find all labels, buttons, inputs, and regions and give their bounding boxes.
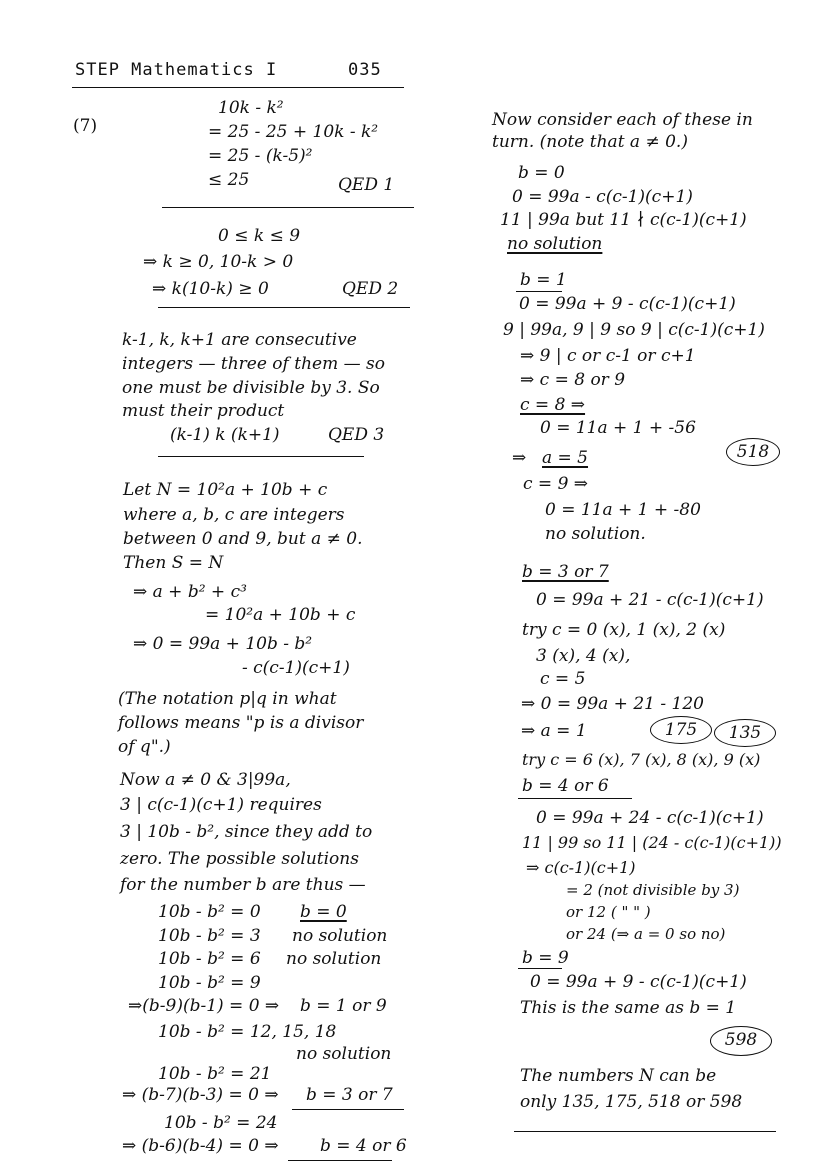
part4-line: (The notation p|q in what: [118, 689, 337, 709]
c9-line: no solution.: [545, 524, 646, 544]
page-title: STEP Mathematics I: [75, 60, 278, 80]
case-expr: 10b - b² = 6: [158, 949, 261, 969]
b1-line: 0 = 99a + 9 - c(c-1)(c+1): [519, 294, 736, 314]
c9-line: 0 = 11a + 1 + -80: [545, 500, 701, 520]
c8-heading: c = 8 ⇒: [520, 395, 586, 415]
section-rule: [162, 207, 414, 208]
case-heading: b = 9: [522, 948, 569, 968]
part2-line: ⇒ k ≥ 0, 10-k > 0: [143, 252, 294, 272]
case-expr: 10b - b² = 12, 15, 18: [158, 1022, 337, 1042]
b0-line: 0 = 99a - c(c-1)(c+1): [512, 187, 693, 207]
part1-line: 10k - k²: [218, 98, 284, 118]
b46-line: 0 = 99a + 24 - c(c-1)(c+1): [536, 808, 764, 828]
b1-line: 9 | 99a, 9 | 9 so 9 | c(c-1)(c+1): [503, 320, 765, 340]
page-code: 035: [348, 60, 382, 80]
part4-line: 3 | c(c-1)(c+1) requires: [120, 795, 322, 815]
part4-line: ⇒ a + b² + c³: [133, 582, 247, 602]
case-result: b = 3 or 7: [306, 1085, 393, 1105]
part3-line: k-1, k, k+1 are consecutive: [122, 330, 357, 350]
b1-line: ⇒ c = 8 or 9: [520, 370, 626, 390]
b37-line: c = 5: [540, 669, 586, 689]
question-number: (7): [73, 116, 98, 136]
case-implication: ⇒ (b-6)(b-4) = 0 ⇒: [122, 1136, 279, 1156]
case-expr: 10b - b² = 0: [158, 902, 261, 922]
b37-line: ⇒ 0 = 99a + 21 - 120: [521, 694, 704, 714]
answer-circle: 518: [726, 438, 780, 466]
part4-line: Then S = N: [123, 553, 224, 573]
b46-line: or 24 (⇒ a = 0 so no): [566, 925, 726, 943]
part4-line: Let N = 10²a + 10b + c: [123, 480, 328, 500]
qed-2: QED 2: [342, 279, 399, 299]
answer-circle: 175: [650, 716, 712, 744]
case-note: no solution: [296, 1044, 392, 1064]
part4-line: Now a ≠ 0 & 3|99a,: [120, 770, 291, 790]
b9-line: 0 = 99a + 9 - c(c-1)(c+1): [530, 972, 747, 992]
result-underline: [288, 1160, 392, 1161]
part4-line: 3 | 10b - b², since they add to: [120, 822, 373, 842]
b0-line: 11 | 99a but 11 ∤ c(c-1)(c+1): [500, 210, 747, 230]
result-underline: [292, 1109, 404, 1110]
part1-line: = 25 - (k-5)²: [208, 146, 313, 166]
section-rule: [158, 456, 364, 457]
c8-equation: 0 = 11a + 1 + -56: [540, 418, 696, 438]
heading-underline: [516, 291, 562, 292]
part1-line: ≤ 25: [208, 170, 250, 190]
b37-line: ⇒ a = 1: [521, 721, 587, 741]
case-implication: ⇒ (b-7)(b-3) = 0 ⇒: [122, 1085, 279, 1105]
final-rule: [514, 1131, 776, 1132]
b37-line: 3 (x), 4 (x),: [536, 646, 631, 666]
case-result: b = 1 or 9: [300, 996, 387, 1016]
case-heading: b = 4 or 6: [522, 776, 609, 796]
b46-line: = 2 (not divisible by 3): [566, 881, 740, 899]
part4-line: follows means "p is a divisor: [118, 713, 364, 733]
answer-circle: 135: [714, 719, 776, 747]
b9-line: This is the same as b = 1: [520, 998, 737, 1018]
b37-line: 0 = 99a + 21 - c(c-1)(c+1): [536, 590, 764, 610]
part4-line: for the number b are thus —: [120, 875, 366, 895]
part3-line: (k-1) k (k+1): [170, 425, 280, 445]
part1-line: = 25 - 25 + 10k - k²: [208, 122, 379, 142]
b1-line: ⇒ 9 | c or c-1 or c+1: [520, 346, 696, 366]
part4-line: = 10²a + 10b + c: [205, 605, 356, 625]
part2-line: 0 ≤ k ≤ 9: [218, 226, 301, 246]
part4-line: - c(c-1)(c+1): [242, 658, 350, 678]
a5-result: a = 5: [542, 448, 589, 468]
qed-3: QED 3: [328, 425, 385, 445]
b37-try: try c = 6 (x), 7 (x), 8 (x), 9 (x): [522, 750, 761, 769]
case-note: no solution: [286, 949, 382, 969]
part2-line: ⇒ k(10-k) ≥ 0: [152, 279, 269, 299]
c9-line: c = 9 ⇒: [523, 474, 589, 494]
part4-line: of q".): [118, 737, 171, 757]
b46-line: or 12 ( " " ): [566, 903, 651, 921]
b0-conclusion: no solution: [507, 234, 603, 254]
part4-line: zero. The possible solutions: [120, 849, 359, 869]
answer-circle: 598: [710, 1026, 772, 1056]
b46-line: 11 | 99 so 11 | (24 - c(c-1)(c+1)): [522, 833, 782, 852]
section-rule: [158, 307, 410, 308]
case-implication: ⇒(b-9)(b-1) = 0 ⇒: [128, 996, 280, 1016]
case-expr: 10b - b² = 24: [164, 1113, 278, 1133]
b0-line: b = 0: [518, 163, 565, 183]
case-heading: b = 1: [520, 270, 567, 290]
intro-line: turn. (note that a ≠ 0.): [492, 132, 688, 152]
case-expr: 10b - b² = 3: [158, 926, 261, 946]
a5-implies: ⇒: [512, 448, 527, 468]
heading-underline: [518, 798, 632, 799]
part4-line: ⇒ 0 = 99a + 10b - b²: [133, 634, 313, 654]
case-expr: 10b - b² = 21: [158, 1064, 272, 1084]
part3-line: must their product: [122, 401, 285, 421]
case-heading: b = 3 or 7: [522, 562, 609, 582]
part4-line: between 0 and 9, but a ≠ 0.: [123, 529, 363, 549]
final-line: only 135, 175, 518 or 598: [520, 1092, 743, 1112]
part3-line: one must be divisible by 3. So: [122, 378, 380, 398]
case-note: no solution: [292, 926, 388, 946]
b46-line: ⇒ c(c-1)(c+1): [526, 858, 636, 877]
part4-line: where a, b, c are integers: [123, 505, 345, 525]
b37-line: try c = 0 (x), 1 (x), 2 (x): [522, 620, 726, 640]
qed-1: QED 1: [338, 175, 395, 195]
part3-line: integers — three of them — so: [122, 354, 385, 374]
heading-underline: [518, 968, 562, 969]
final-line: The numbers N can be: [520, 1066, 717, 1086]
header-rule: [72, 87, 404, 88]
case-expr: 10b - b² = 9: [158, 973, 261, 993]
case-note: b = 0: [300, 902, 347, 922]
case-result: b = 4 or 6: [320, 1136, 407, 1156]
intro-line: Now consider each of these in: [492, 110, 753, 130]
